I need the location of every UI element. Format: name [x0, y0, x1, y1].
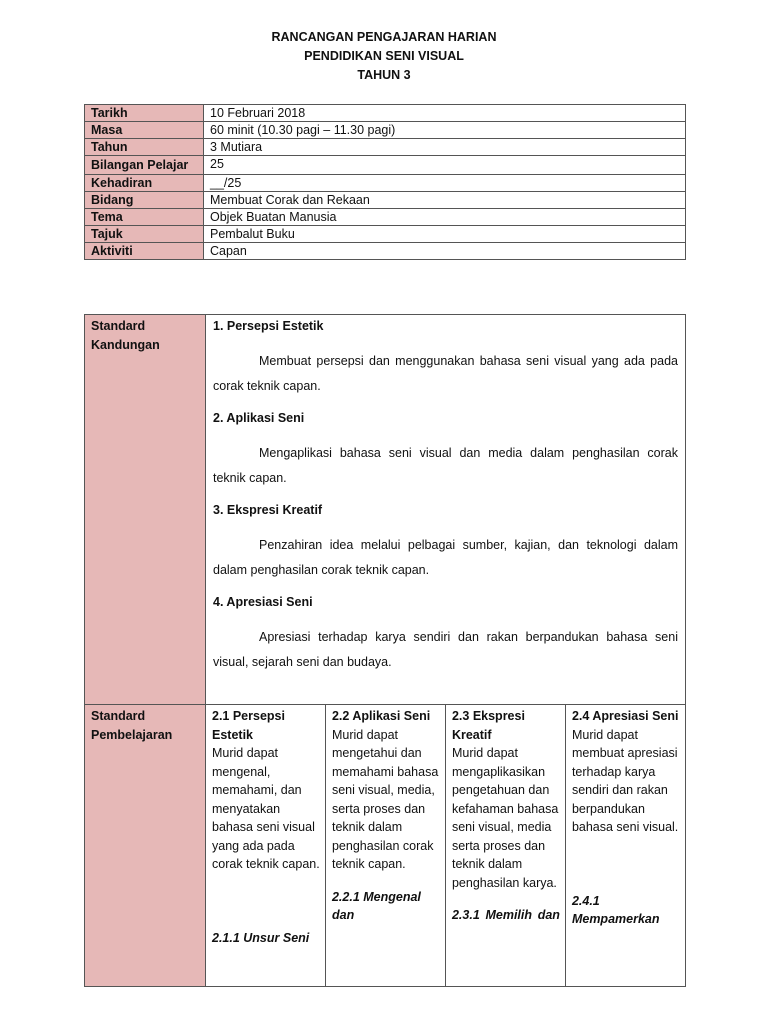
info-value: 3 Mutiara: [204, 139, 686, 156]
info-label: Bidang: [85, 192, 204, 209]
info-label: Tajuk: [85, 226, 204, 243]
info-value: 10 Februari 2018: [204, 105, 686, 122]
sp-text: Murid dapat mengaplikasikan pengetahuan dan kefahaman bahasa seni visual, media serta proses dan teknik dalam penghasilan karya.: [451, 746, 559, 890]
info-value: Membuat Corak dan Rekaan: [204, 192, 686, 209]
sk-heading: 1. Persepsi Estetik: [213, 319, 324, 333]
info-value: 60 minit (10.30 pagi – 11.30 pagi): [204, 122, 686, 139]
lesson-info-table: [84, 104, 686, 260]
standards-table: [84, 314, 686, 987]
info-label: Tarikh: [85, 105, 204, 122]
sk-text: Penzahiran idea melalui pelbagai sumber, kajian, dan teknologi dalam dalam penghasilan corak teknik capan.: [213, 538, 678, 577]
info-label: Masa: [85, 122, 204, 139]
info-label: Kehadiran: [85, 175, 204, 192]
sp-column: [206, 705, 326, 987]
sp-sub-heading: 2.1.1 Unsur Seni: [212, 930, 310, 945]
sp-column: [445, 705, 565, 987]
sk-text: Apresiasi terhadap karya sendiri dan rakan berpandukan bahasa seni visual, sejarah seni dan budaya.: [213, 630, 678, 669]
sk-heading: 4. Apresiasi Seni: [213, 595, 313, 609]
sp-sub-heading: 2.2.1 Mengenal dan: [331, 889, 421, 922]
sp-sub-heading: 2.3.1 Memilih dan: [451, 908, 560, 922]
sp-title: 2.2 Aplikasi Seni: [331, 709, 431, 723]
sp-text: Murid dapat mengenal, memahami, dan menyatakan bahasa seni visual yang ada pada corak teknik capan.: [212, 746, 320, 871]
doc-title: RANCANGAN PENGAJARAN HARIAN: [271, 30, 497, 44]
info-label: Tahun: [85, 139, 204, 156]
doc-subject: PENDIDIKAN SENI VISUAL: [304, 49, 464, 63]
info-row: [85, 192, 686, 209]
sk-text: Membuat persepsi dan menggunakan bahasa seni visual yang ada pada corak teknik capan.: [213, 354, 678, 393]
info-value: __/25: [204, 175, 686, 192]
sp-title: 2.1 Persepsi Estetik: [212, 709, 285, 742]
info-value: Objek Buatan Manusia: [204, 209, 686, 226]
sk-heading: 3. Ekspresi Kreatif: [213, 503, 323, 517]
sk-text: Mengaplikasi bahasa seni visual dan media dalam penghasilan corak teknik capan.: [213, 446, 678, 485]
info-value: 25: [204, 156, 686, 175]
sk-heading: 2. Aplikasi Seni: [213, 411, 305, 425]
info-value: Pembalut Buku: [204, 226, 686, 243]
info-row: [85, 139, 686, 156]
sp-column: [565, 705, 685, 987]
sp-title: 2.4 Apresiasi Seni: [571, 709, 679, 723]
info-label: Tema: [85, 209, 204, 226]
info-label: Aktiviti: [85, 243, 204, 260]
sp-text: Murid dapat membuat apresiasi terhadap karya sendiri dan rakan berpandukan bahasa seni visual.: [571, 727, 679, 834]
sp-column: [325, 705, 445, 987]
info-row: [85, 175, 686, 192]
info-row: [85, 226, 686, 243]
info-row: [85, 105, 686, 122]
sp-title: 2.3 Ekspresi Kreatif: [451, 709, 525, 742]
standard-pembelajaran-row: [85, 705, 686, 987]
standard-kandungan-content: [206, 315, 686, 705]
info-row: [85, 122, 686, 139]
standard-kandungan-label: Standard Kandungan: [85, 315, 206, 705]
doc-year: TAHUN 3: [357, 68, 411, 82]
sp-sub-heading: 2.4.1 Mempamerkan: [571, 893, 660, 926]
standard-kandungan-row: [85, 315, 686, 705]
info-value: Capan: [204, 243, 686, 260]
standard-pembelajaran-label: Standard Pembelajaran: [85, 705, 206, 987]
info-row: [85, 156, 686, 175]
info-row: [85, 209, 686, 226]
sp-text: Murid dapat mengetahui dan memahami bahasa seni visual, media, serta proses dan teknik dalam penghasilan corak teknik capan.: [331, 727, 439, 871]
info-label: Bilangan Pelajar: [85, 156, 204, 175]
info-row: [85, 243, 686, 260]
